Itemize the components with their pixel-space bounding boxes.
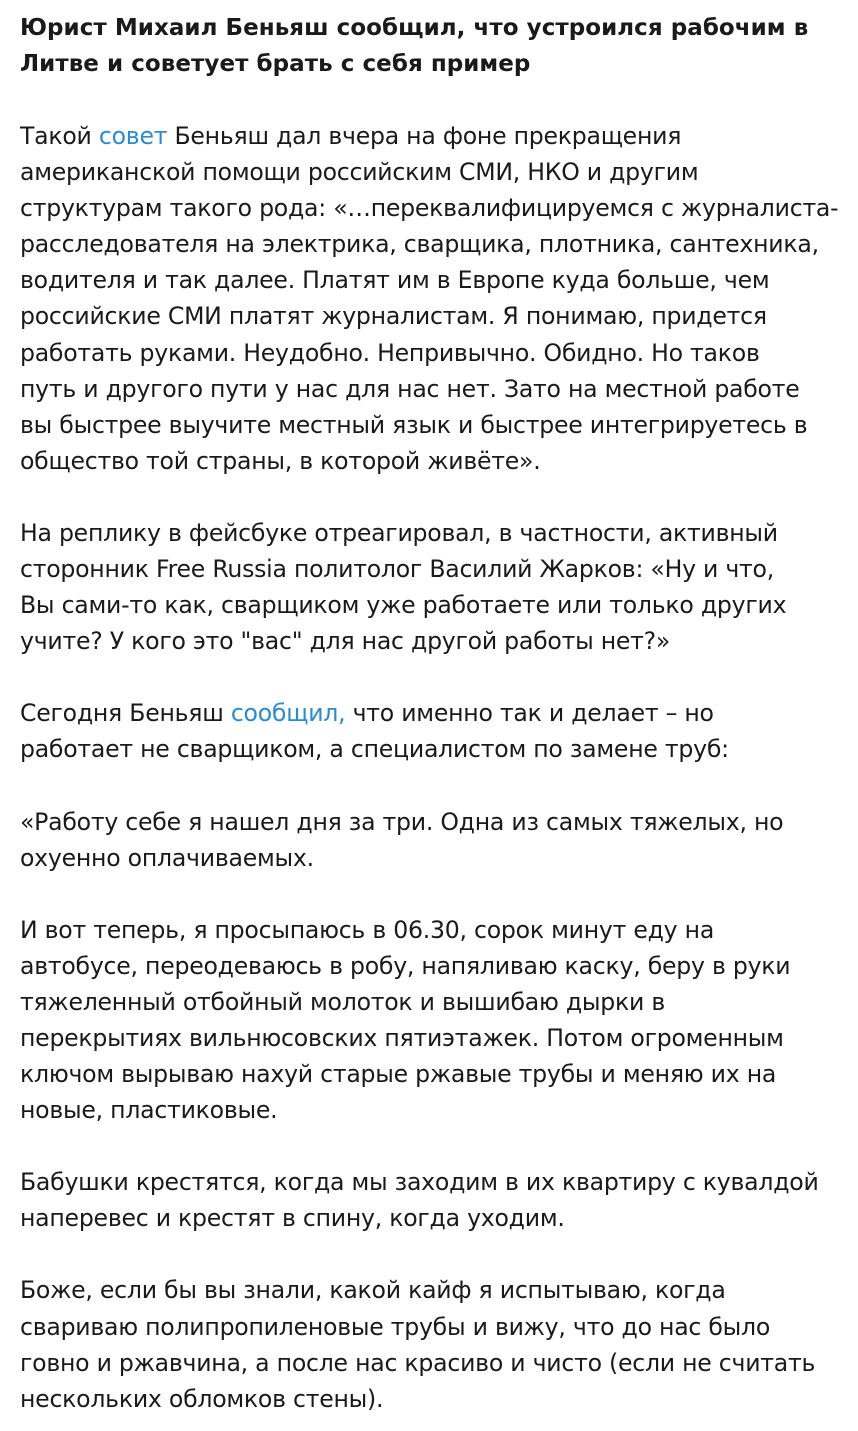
paragraph-4: «Работу себе я нашел дня за три. Одна из самых тяжелых, но охуенно оплачиваемых. [20,807,784,872]
paragraph-2: На реплику в фейсбуке отреагировал, в частности, активный сторонник Free Russia политолог Василий Жарков: «Ну и что, Вы сами-то как, сварщиком уже работаете или только других учите? У кого это "вас" для нас другой работы нет?» [20,518,787,656]
link-sovet[interactable]: совет [98,122,168,150]
paragraph-3-text-before: Сегодня Беньяш [20,699,231,728]
post-title: Юрист Михаил Беньяш сообщил, что устроился рабочим в Литве и советует брать с себя пример [20,15,809,77]
paragraph-7: Боже, если бы вы знали, какой кайф я испытываю, когда свариваю полипропиленовые трубы и вижу, что до нас было говно и ржавчина, а после нас красиво и чисто (если не считать нескольких обломков стены). [20,1276,816,1413]
paragraph-5: И вот теперь, я просыпаюсь в 06.30, сорок минут еду на автобусе, переодеваюсь в робу, напяливаю каску, беру в руки тяжеленный отбойный молоток и вышибаю дырки в перекрытиях вильнюсовских пятиэтажек. Потом огроменным ключом вырываю нахуй старые ржавые трубы и меняю их на новые, пластиковые. [20,915,791,1125]
paragraph-3-text-after: что именно так и делает – но работает не сварщиком, а специалистом по замене труб: [20,699,729,764]
post [20,10,842,1417]
paragraph-1-text-after: Беньяш дал вчера на фоне прекращения американской помощи российским СМИ, НКО и другим структурам такого рода: «…переквалифицируемся с журналиста- расследователя на электрика, сварщика, плотника, сантехника, водителя и так далее. Платят им в Европе куда больше, чем российские СМИ платят журналистам. Я понимаю, придется работать руками. Неудобно. Непривычно. Обидно. Но таков путь и другого пути у нас для нас нет. Зато на местной работе вы быстрее выучите местный язык и быстрее интегрируетесь в общество той страны, в которой живёте». [20,122,839,475]
paragraph-3 [20,695,842,767]
paragraph-6: Бабушки крестятся, когда мы заходим в их квартиру с кувалдой наперевес и крестят в спину, когда уходим. [20,1168,819,1233]
link-soobshchil[interactable]: сообщил, [230,699,346,728]
paragraph-1-text-before: Такой [20,122,99,150]
paragraph-1 [20,118,842,479]
